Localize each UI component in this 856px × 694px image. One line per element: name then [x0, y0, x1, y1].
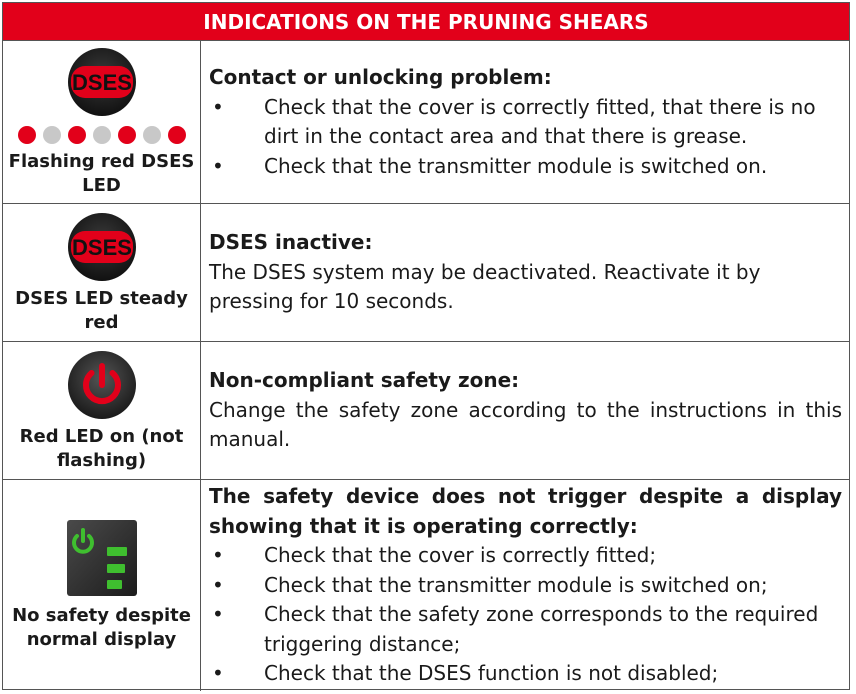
indicator-caption: DSES LED steady red	[15, 287, 188, 333]
row-body: The DSES system may be deactivated. Reactivate it by pressing for 10 seconds.	[209, 259, 761, 314]
dses-led-icon	[66, 211, 138, 283]
indicator-cell	[3, 342, 201, 479]
led-dot-red	[168, 126, 186, 144]
description-cell	[201, 41, 849, 203]
led-dot-red	[18, 126, 36, 144]
row-heading: DSES inactive:	[209, 230, 373, 255]
led-dot-red	[118, 126, 136, 144]
indicator-caption: No safety despite normal display	[12, 604, 191, 650]
led-dot-grey	[43, 126, 61, 144]
table-row	[3, 204, 849, 342]
list-item: • Check that the transmitter module is switched on.	[212, 153, 768, 178]
indicator-caption: Red LED on (not flashing)	[19, 425, 184, 471]
dses-led-icon	[66, 46, 138, 118]
flashing-led-sequence	[18, 126, 186, 144]
indicator-cell	[3, 204, 201, 341]
indications-table	[2, 2, 850, 690]
led-dot-grey	[93, 126, 111, 144]
table-row	[3, 41, 849, 204]
description-cell	[201, 342, 849, 479]
list-item: • Check that the cover is correctly fitted;	[212, 543, 657, 568]
table-row	[3, 480, 849, 691]
table-row	[3, 342, 849, 480]
row-heading: Non-compliant safety zone:	[209, 368, 520, 393]
indicator-caption: Flashing red DSES LED	[8, 151, 195, 196]
list-item: • Check that the cover is correctly fitted, that there is no dirt in the contact area and that there is grease.	[212, 94, 816, 148]
svg-text:DSES: DSES	[71, 234, 132, 260]
svg-text:DSES: DSES	[71, 70, 132, 95]
row-heading: Contact or unlocking problem:	[209, 65, 552, 89]
list-item: • Check that the safety zone corresponds to the required triggering distance;	[212, 602, 819, 656]
led-dot-red	[68, 126, 86, 144]
list-item: • Check that the transmitter module is switched on;	[212, 572, 768, 597]
normal-display-icon	[67, 520, 137, 596]
description-cell	[201, 480, 849, 691]
row-body: Change the safety zone according to the instructions in this manual.	[209, 397, 842, 452]
table-title: INDICATIONS ON THE PRUNING SHEARS	[3, 3, 849, 41]
indicator-cell	[3, 480, 201, 691]
led-dot-grey	[143, 126, 161, 144]
power-led-icon	[66, 349, 138, 421]
list-item: • Check that the DSES function is not disabled;	[212, 661, 719, 686]
row-heading: The safety device does not trigger despite a display showing that it is operating correctly:	[209, 484, 842, 538]
description-cell	[201, 204, 849, 341]
indicator-cell	[3, 41, 201, 203]
